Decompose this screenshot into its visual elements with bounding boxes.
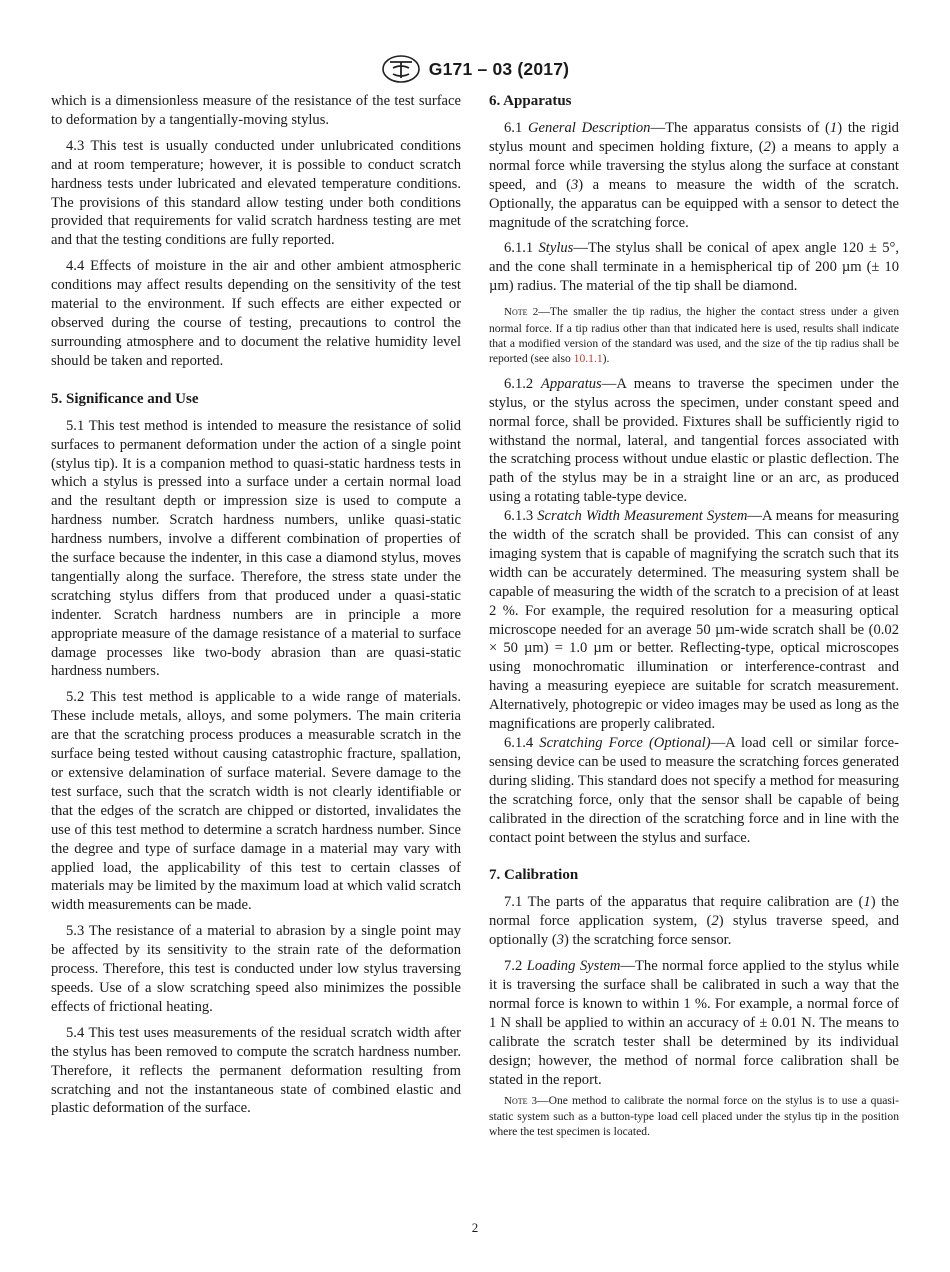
- right-column: [489, 92, 899, 1140]
- paragraph-6-1-3: [489, 507, 899, 734]
- item-number: 3: [570, 176, 579, 193]
- paragraph-5-4: 5.4 This test uses measurements of the residual scratch width after the stylus has been removed to compute the scratch hardness number. Therefore, it reflects the permanent deformation resulting from scratching and not the instantaneous state of combined elastic and plastic deformation of the surface.: [51, 1024, 461, 1117]
- text-run: ) the normal force application system, (: [489, 894, 899, 930]
- paragraph-6-1-4: [489, 734, 899, 847]
- document-id: G171 – 03 (2017): [428, 58, 570, 79]
- text-run: ) a means to apply a normal force while traversing the stylus along the surface at constant speed, and (: [489, 138, 899, 193]
- item-number: 2: [763, 138, 771, 155]
- paragraph-4-2-continued: which is a dimensionless measure of the resistance of the test surface to deformation by a tangentially-moving stylus.: [51, 93, 461, 128]
- paragraph-5-1: 5.1 This test method is intended to measure the resistance of solid surfaces to permanent deformation under the action of a single point (stylus tip). It is a companion method to quasi-static hardness tests in which a stylus is pressed into a surface under a certain normal load and the resultant depth or impression size is used to compute a hardness number. Scratch hardness numbers, unlike quasi-static hardness numbers, involve a different combination of properties of the surface because the indenter, in this case a diamond stylus, moves tangentially along the surface. Therefore, the stress state under the scratching stylus differs from that produced under a quasi-static indenter. Scratch hardness numbers are in principle a more appropriate measure of the damage resistance of a material to surface damage processes like two-body abrasion than are quasi-static hardness numbers.: [51, 417, 461, 680]
- text-run: —The apparatus consists of (: [650, 120, 830, 136]
- text-run: ) a means to measure the width of the scratch. Optionally, the apparatus can be equipped with a sensor to detect the magnitude of the scratching force.: [489, 176, 899, 231]
- note-label: Note 2: [504, 306, 539, 319]
- left-column: [51, 92, 461, 1118]
- text-run: —A load cell or similar force-sensing device can be used to measure the scratching forces generated during sliding. This standard does not specify a method for measuring the scratching force, only that the sensor shall be capable of being calibrated in the direction of the scratching force and in line with the contact point between the stylus and surface.: [489, 735, 899, 846]
- paragraph-7-2: [489, 957, 899, 1089]
- text-run: ) stylus traverse speed, and optionally (: [489, 913, 899, 949]
- text-run: ) the rigid stylus mount and specimen holding fixture, (: [489, 120, 899, 155]
- text-run: —The stylus shall be conical of apex angle 120 ± 5°, and the cone shall terminate in a hemispherical tip of 200 µm (± 10 µm) radius. The material of the tip shall be diamond.: [489, 240, 899, 295]
- paragraph-7-1: [489, 893, 899, 950]
- note-3: [489, 1093, 899, 1140]
- section-link[interactable]: 10.1.1: [573, 352, 603, 366]
- paragraph-title: Stylus: [538, 240, 574, 257]
- astm-logo-icon: [381, 54, 421, 84]
- paragraph-4-4: 4.4 Effects of moisture in the air and other ambient atmospheric conditions may affect results depending on the sensitivity of the test material to the environment. If such effects are either expected or observed during the course of testing, precautions to control the surrounding atmosphere and to document the relative humidity level should be taken and reported.: [51, 258, 461, 369]
- page-number: 2: [471, 1220, 479, 1235]
- paragraph-6-1: [489, 119, 899, 232]
- item-number: 1: [863, 894, 871, 911]
- note-label: Note 3: [504, 1094, 537, 1107]
- note-2: [489, 304, 899, 367]
- paragraph-title: Apparatus: [540, 375, 602, 392]
- paragraph-6-1-1: [489, 239, 899, 296]
- section-heading-6: 6. Apparatus: [489, 93, 572, 109]
- paragraph-title: Scratch Width Measurement System: [537, 508, 748, 525]
- paragraph-number: 6.1.4: [504, 735, 534, 751]
- paragraph-number: 6.1: [504, 120, 523, 136]
- paragraph-number: 7.2: [504, 958, 523, 975]
- paragraph-title: General Description: [528, 120, 651, 136]
- page-header: [0, 54, 950, 84]
- text-run: —A means for measuring the width of the scratch shall be provided. This can consist of any imaging system that is capable of magnifying the scratch such that its width can be accurately determined. The measuring system shall be capable of measuring the width of the scratch to a precision of at least 2 %. For example, the required resolution for a measuring optical microscope needed for an average 50 µm-wide scratch shall be (0.02 × 50 µm) = 1.0 µm or better. Reflecting-type, optical microscopes using monochromatic illumination or interference-contrast and having a measuring eyepiece are suitable for scratch measurement. Alternatively, photogrepic or video images may be used as long as the magnifications are properly calibrated.: [489, 508, 899, 733]
- text-run: —The smaller the tip radius, the higher the contact stress under a given normal force. If a tip radius other than that indicated here is used, results shall indicate that a modified version of the standard was used, and the size of the tip radius shall be reported (see also: [489, 305, 899, 366]
- text-run: ) the scratching force sensor.: [564, 932, 732, 949]
- item-number: 3: [556, 932, 564, 949]
- paragraph-number: 6.1.2: [504, 375, 534, 392]
- text-run: 7.1 The parts of the apparatus that require calibration are (: [504, 894, 864, 911]
- paragraph-6-1-2: [489, 375, 899, 507]
- paragraph-title: Scratching Force (Optional): [539, 735, 711, 751]
- paragraph-5-3: 5.3 The resistance of a material to abrasion by a single point may be affected by its sensitivity to the strain rate of the deformation process. Therefore, this test is conducted under low stylus traversing speeds. Use of a slow scratching speed also minimizes the possible effects of frictional heating.: [51, 923, 461, 1015]
- paragraph-5-2: 5.2 This test method is applicable to a wide range of materials. These include metals, alloys, and some polymers. The main criteria are that the scratching process produces a measurable scratch in the surface being tested without causing catastrophic fracture, spallation, or extensive delamination of surface material. Severe damage to the test surface, such that the scratch width is not clearly identifiable or that the edges of the scratch are chipped or distorted, invalidates the use of this test method to determine a scratch hardness number. Since the degree and type of surface damage in a material may vary with applied load, the applicability of this test to certain classes of materials may be limited by the maximum load at which valid scratch width measurements can be made.: [51, 689, 461, 914]
- text-run: —A means to traverse the specimen under the stylus, or the stylus across the specimen, under constant speed and normal force, shall be provided. Fixtures shall be sufficiently rigid to withstand the normal, lateral, and tangential forces associated with the scratching process without undue elastic or plastic deflection. The path of the stylus may be in a straight line or an arc, as produced using a rotating table-type device.: [489, 375, 899, 506]
- item-number: 1: [829, 120, 838, 136]
- text-run: —One method to calibrate the normal force on the stylus is to use a quasi-static system such as a button-type load cell placed under the stylus tip in the position where the test specimen is located.: [489, 1093, 899, 1139]
- paragraph-title: Loading System: [526, 958, 621, 975]
- item-number: 2: [711, 913, 719, 930]
- section-heading-7: 7. Calibration: [489, 867, 579, 884]
- text-run: —The normal force applied to the stylus while it is traversing the surface shall be calibrated in such a way that the normal force is known to within 1 %. For example, a normal force of 1 N shall be applied to within an accuracy of ± 0.01 N. The means to calibrate the scratch tester shall be determined by its individual design; however, the method of normal force calibration shall be stated in the report.: [489, 958, 899, 1088]
- text-run: ).: [602, 352, 610, 366]
- paragraph-number: 6.1.1: [504, 240, 534, 257]
- paragraph-4-3: 4.3 This test is usually conducted under unlubricated conditions and at room temperature; however, it is possible to conduct scratch hardness tests under lubricated and elevated temperature conditions. The provisions of this standard allow testing under both conditions provided that requirements for valid scratch hardness testing are met and that the testing conditions are fully reported.: [51, 137, 461, 249]
- paragraph-number: 6.1.3: [504, 508, 534, 525]
- section-heading-5: 5. Significance and Use: [51, 390, 199, 407]
